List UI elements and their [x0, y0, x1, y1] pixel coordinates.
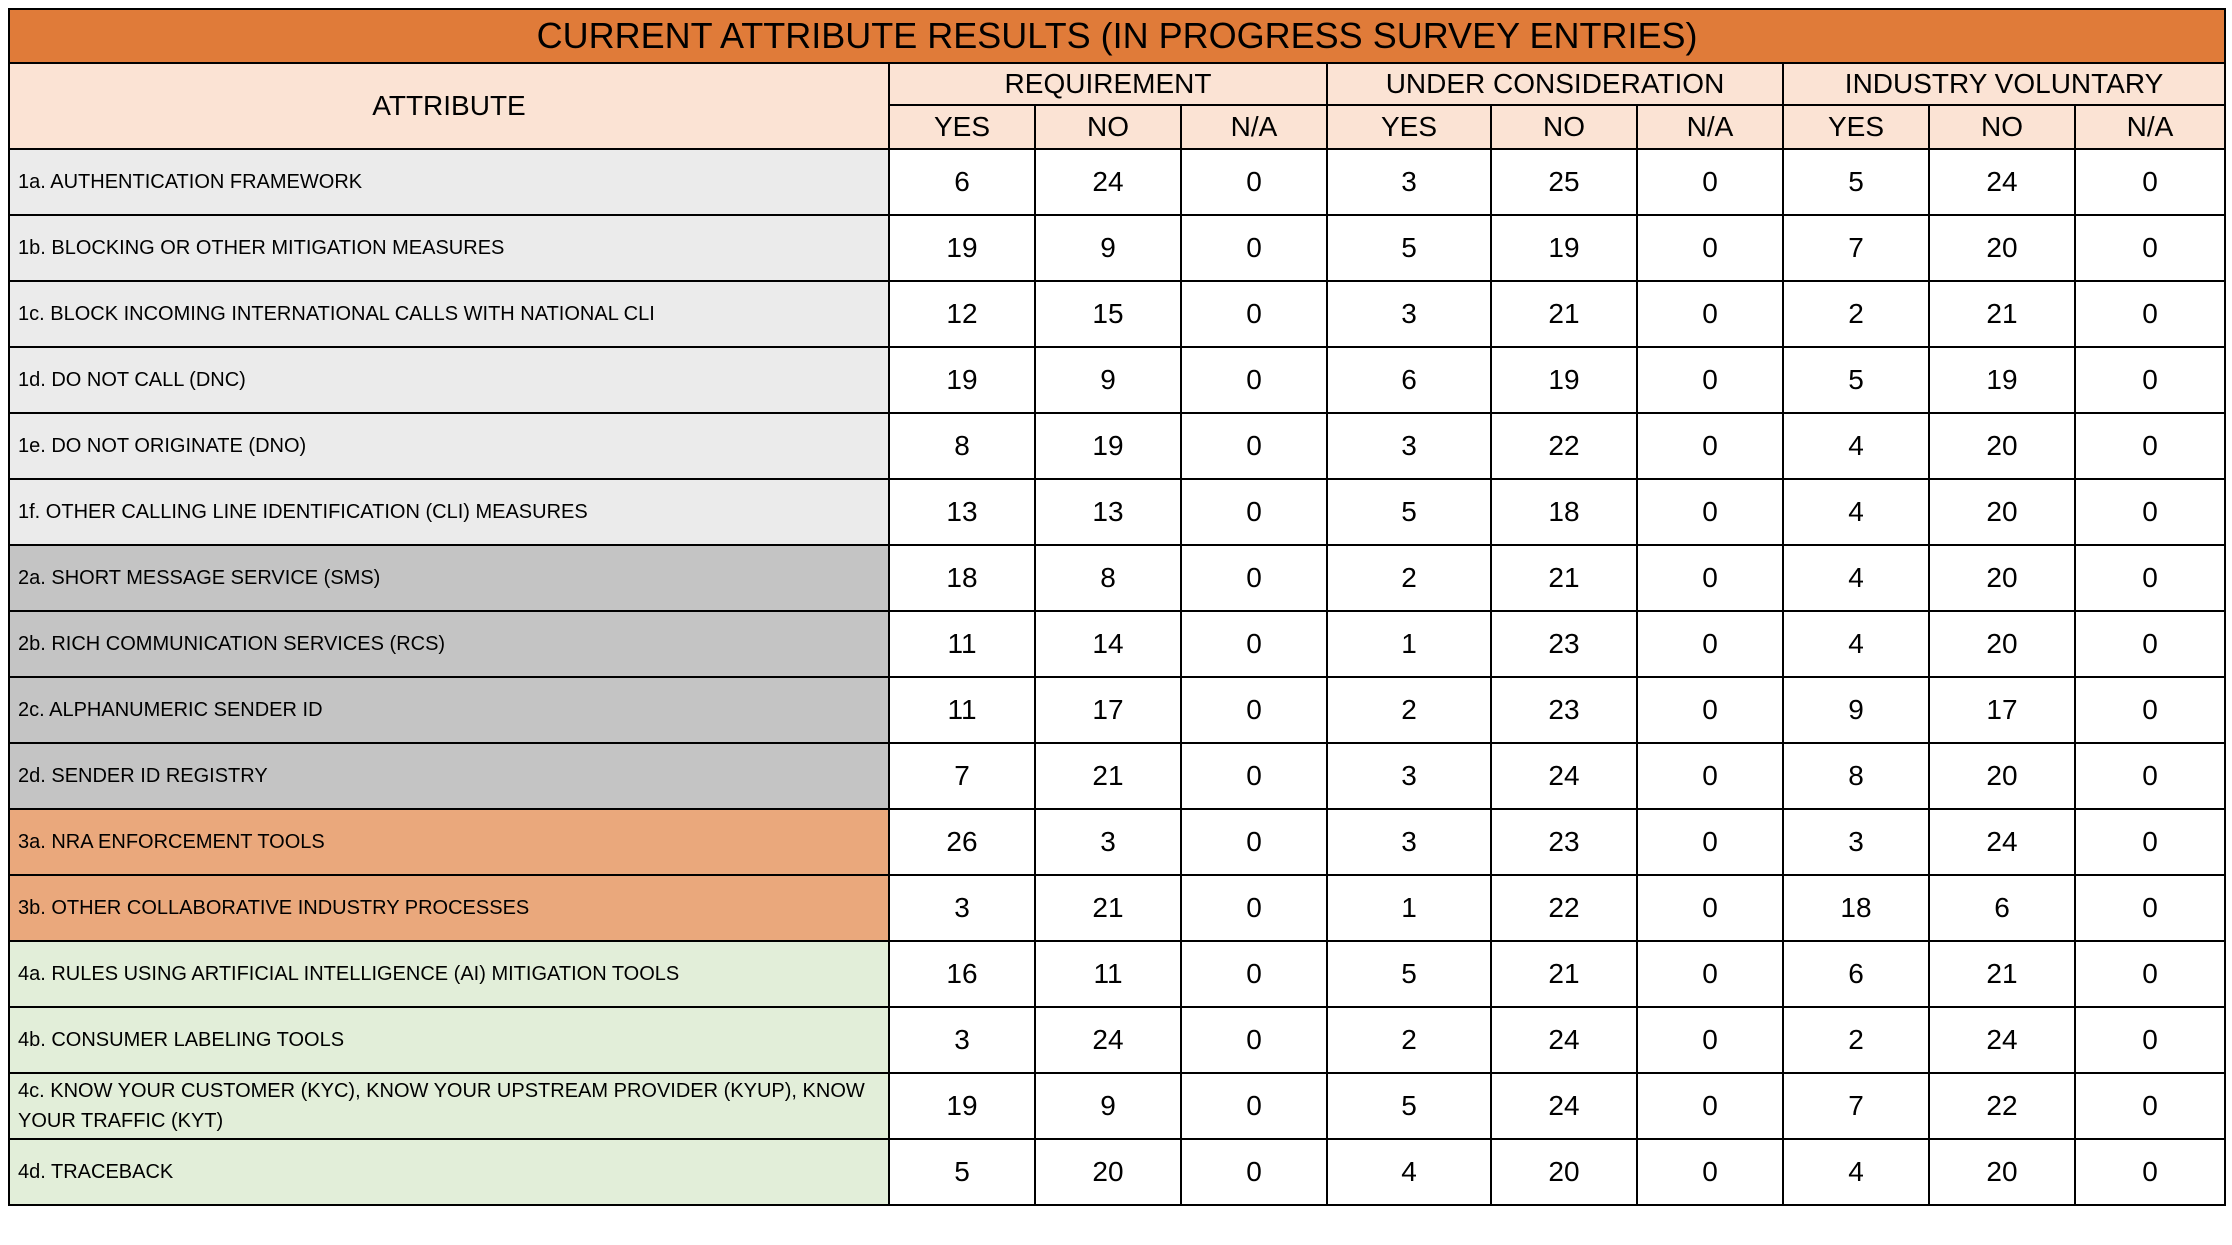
cell-voluntary-na: 0 — [2075, 1073, 2225, 1139]
cell-requirement-no: 20 — [1035, 1139, 1181, 1205]
group-header-requirement: REQUIREMENT — [889, 63, 1327, 105]
table-row — [9, 875, 2225, 941]
cell-consideration-na: 0 — [1637, 611, 1783, 677]
cell-requirement-na: 0 — [1181, 347, 1327, 413]
table-row — [9, 413, 2225, 479]
cell-voluntary-na: 0 — [2075, 215, 2225, 281]
cell-consideration-na: 0 — [1637, 743, 1783, 809]
cell-voluntary-no: 20 — [1929, 215, 2075, 281]
cell-voluntary-na: 0 — [2075, 1139, 2225, 1205]
cell-consideration-yes: 2 — [1327, 545, 1491, 611]
cell-requirement-yes: 26 — [889, 809, 1035, 875]
cell-voluntary-yes: 4 — [1783, 413, 1929, 479]
subheader-requirement-na: N/A — [1181, 105, 1327, 149]
cell-voluntary-no: 21 — [1929, 281, 2075, 347]
cell-requirement-yes: 11 — [889, 611, 1035, 677]
cell-voluntary-na: 0 — [2075, 281, 2225, 347]
cell-requirement-no: 3 — [1035, 809, 1181, 875]
cell-consideration-no: 20 — [1491, 1139, 1637, 1205]
cell-requirement-na: 0 — [1181, 149, 1327, 215]
cell-consideration-no: 23 — [1491, 809, 1637, 875]
cell-consideration-yes: 5 — [1327, 479, 1491, 545]
cell-requirement-na: 0 — [1181, 479, 1327, 545]
cell-voluntary-no: 21 — [1929, 941, 2075, 1007]
cell-voluntary-no: 19 — [1929, 347, 2075, 413]
cell-consideration-na: 0 — [1637, 479, 1783, 545]
cell-requirement-na: 0 — [1181, 611, 1327, 677]
attribute-label: 2c. ALPHANUMERIC SENDER ID — [9, 677, 889, 743]
cell-requirement-no: 8 — [1035, 545, 1181, 611]
cell-requirement-yes: 19 — [889, 347, 1035, 413]
cell-voluntary-yes: 5 — [1783, 149, 1929, 215]
cell-requirement-no: 11 — [1035, 941, 1181, 1007]
cell-consideration-no: 21 — [1491, 941, 1637, 1007]
table-row — [9, 281, 2225, 347]
attribute-label: 2b. RICH COMMUNICATION SERVICES (RCS) — [9, 611, 889, 677]
cell-consideration-no: 24 — [1491, 743, 1637, 809]
cell-voluntary-no: 20 — [1929, 545, 2075, 611]
cell-requirement-na: 0 — [1181, 545, 1327, 611]
group-header-industry-voluntary: INDUSTRY VOLUNTARY — [1783, 63, 2225, 105]
cell-voluntary-yes: 4 — [1783, 1139, 1929, 1205]
cell-consideration-no: 23 — [1491, 611, 1637, 677]
cell-requirement-na: 0 — [1181, 215, 1327, 281]
table-row — [9, 215, 2225, 281]
cell-voluntary-no: 17 — [1929, 677, 2075, 743]
cell-voluntary-na: 0 — [2075, 941, 2225, 1007]
cell-voluntary-yes: 2 — [1783, 281, 1929, 347]
cell-consideration-yes: 3 — [1327, 149, 1491, 215]
cell-consideration-yes: 1 — [1327, 875, 1491, 941]
cell-requirement-na: 0 — [1181, 875, 1327, 941]
cell-consideration-no: 22 — [1491, 875, 1637, 941]
attribute-label: 1a. AUTHENTICATION FRAMEWORK — [9, 149, 889, 215]
cell-voluntary-na: 0 — [2075, 149, 2225, 215]
cell-voluntary-yes: 5 — [1783, 347, 1929, 413]
table-row — [9, 1007, 2225, 1073]
cell-consideration-no: 24 — [1491, 1007, 1637, 1073]
cell-voluntary-yes: 3 — [1783, 809, 1929, 875]
attribute-label: 4b. CONSUMER LABELING TOOLS — [9, 1007, 889, 1073]
attribute-label: 1d. DO NOT CALL (DNC) — [9, 347, 889, 413]
cell-requirement-na: 0 — [1181, 413, 1327, 479]
cell-consideration-na: 0 — [1637, 545, 1783, 611]
cell-requirement-yes: 19 — [889, 215, 1035, 281]
attribute-label: 1f. OTHER CALLING LINE IDENTIFICATION (CLI) MEASURES — [9, 479, 889, 545]
attribute-label: 3b. OTHER COLLABORATIVE INDUSTRY PROCESSES — [9, 875, 889, 941]
table-row — [9, 347, 2225, 413]
table-row — [9, 149, 2225, 215]
subheader-consideration-yes: YES — [1327, 105, 1491, 149]
cell-consideration-yes: 4 — [1327, 1139, 1491, 1205]
cell-requirement-no: 24 — [1035, 149, 1181, 215]
cell-voluntary-yes: 18 — [1783, 875, 1929, 941]
cell-requirement-no: 13 — [1035, 479, 1181, 545]
cell-requirement-yes: 18 — [889, 545, 1035, 611]
cell-consideration-na: 0 — [1637, 347, 1783, 413]
cell-consideration-na: 0 — [1637, 677, 1783, 743]
cell-requirement-yes: 7 — [889, 743, 1035, 809]
cell-consideration-no: 25 — [1491, 149, 1637, 215]
cell-consideration-yes: 2 — [1327, 677, 1491, 743]
table-row — [9, 809, 2225, 875]
subheader-requirement-yes: YES — [889, 105, 1035, 149]
cell-voluntary-no: 20 — [1929, 611, 2075, 677]
subheader-voluntary-yes: YES — [1783, 105, 1929, 149]
cell-requirement-no: 15 — [1035, 281, 1181, 347]
cell-consideration-no: 21 — [1491, 281, 1637, 347]
table-row — [9, 545, 2225, 611]
cell-requirement-no: 9 — [1035, 215, 1181, 281]
cell-consideration-yes: 3 — [1327, 413, 1491, 479]
attribute-label: 4d. TRACEBACK — [9, 1139, 889, 1205]
cell-requirement-no: 17 — [1035, 677, 1181, 743]
group-header-under-consideration: UNDER CONSIDERATION — [1327, 63, 1783, 105]
cell-consideration-no: 19 — [1491, 347, 1637, 413]
attribute-label: 1b. BLOCKING OR OTHER MITIGATION MEASURES — [9, 215, 889, 281]
cell-consideration-no: 21 — [1491, 545, 1637, 611]
table-row — [9, 611, 2225, 677]
cell-voluntary-yes: 4 — [1783, 479, 1929, 545]
subheader-consideration-na: N/A — [1637, 105, 1783, 149]
attribute-label: 4a. RULES USING ARTIFICIAL INTELLIGENCE (AI) MITIGATION TOOLS — [9, 941, 889, 1007]
cell-voluntary-yes: 8 — [1783, 743, 1929, 809]
subheader-voluntary-no: NO — [1929, 105, 2075, 149]
cell-requirement-yes: 8 — [889, 413, 1035, 479]
subheader-consideration-no: NO — [1491, 105, 1637, 149]
cell-consideration-na: 0 — [1637, 1007, 1783, 1073]
cell-requirement-yes: 12 — [889, 281, 1035, 347]
cell-voluntary-yes: 6 — [1783, 941, 1929, 1007]
table-body — [9, 149, 2225, 1205]
attribute-label: 1e. DO NOT ORIGINATE (DNO) — [9, 413, 889, 479]
cell-voluntary-no: 20 — [1929, 479, 2075, 545]
cell-requirement-no: 9 — [1035, 347, 1181, 413]
cell-consideration-yes: 6 — [1327, 347, 1491, 413]
cell-consideration-yes: 2 — [1327, 1007, 1491, 1073]
cell-consideration-yes: 5 — [1327, 1073, 1491, 1139]
subheader-requirement-no: NO — [1035, 105, 1181, 149]
cell-voluntary-na: 0 — [2075, 875, 2225, 941]
cell-requirement-na: 0 — [1181, 743, 1327, 809]
cell-consideration-yes: 3 — [1327, 809, 1491, 875]
cell-requirement-na: 0 — [1181, 1139, 1327, 1205]
cell-voluntary-yes: 7 — [1783, 215, 1929, 281]
attribute-label: 4c. KNOW YOUR CUSTOMER (KYC), KNOW YOUR UPSTREAM PROVIDER (KYUP), KNOW YOUR TRAFFIC (KYT) — [9, 1073, 889, 1139]
cell-voluntary-no: 24 — [1929, 149, 2075, 215]
cell-consideration-no: 22 — [1491, 413, 1637, 479]
table-row — [9, 1139, 2225, 1205]
cell-consideration-na: 0 — [1637, 875, 1783, 941]
cell-consideration-na: 0 — [1637, 281, 1783, 347]
cell-voluntary-na: 0 — [2075, 479, 2225, 545]
attribute-label: 2a. SHORT MESSAGE SERVICE (SMS) — [9, 545, 889, 611]
cell-requirement-na: 0 — [1181, 1073, 1327, 1139]
table-row — [9, 479, 2225, 545]
attribute-label: 2d. SENDER ID REGISTRY — [9, 743, 889, 809]
table-row — [9, 743, 2225, 809]
cell-voluntary-yes: 2 — [1783, 1007, 1929, 1073]
cell-consideration-na: 0 — [1637, 413, 1783, 479]
cell-voluntary-na: 0 — [2075, 413, 2225, 479]
cell-requirement-no: 21 — [1035, 743, 1181, 809]
cell-consideration-na: 0 — [1637, 1073, 1783, 1139]
cell-consideration-yes: 3 — [1327, 281, 1491, 347]
attribute-label: 3a. NRA ENFORCEMENT TOOLS — [9, 809, 889, 875]
cell-voluntary-no: 20 — [1929, 1139, 2075, 1205]
cell-requirement-na: 0 — [1181, 941, 1327, 1007]
cell-requirement-na: 0 — [1181, 281, 1327, 347]
cell-voluntary-no: 22 — [1929, 1073, 2075, 1139]
cell-requirement-yes: 3 — [889, 875, 1035, 941]
cell-voluntary-no: 20 — [1929, 743, 2075, 809]
cell-consideration-yes: 5 — [1327, 941, 1491, 1007]
subheader-voluntary-na: N/A — [2075, 105, 2225, 149]
attribute-column-header: ATTRIBUTE — [9, 63, 889, 149]
cell-voluntary-na: 0 — [2075, 743, 2225, 809]
cell-requirement-no: 24 — [1035, 1007, 1181, 1073]
cell-requirement-no: 21 — [1035, 875, 1181, 941]
cell-requirement-na: 0 — [1181, 677, 1327, 743]
attribute-results-table — [8, 8, 2226, 1206]
cell-consideration-na: 0 — [1637, 1139, 1783, 1205]
cell-voluntary-na: 0 — [2075, 611, 2225, 677]
cell-voluntary-no: 24 — [1929, 809, 2075, 875]
cell-consideration-na: 0 — [1637, 809, 1783, 875]
cell-consideration-no: 23 — [1491, 677, 1637, 743]
cell-voluntary-na: 0 — [2075, 809, 2225, 875]
cell-requirement-yes: 5 — [889, 1139, 1035, 1205]
cell-voluntary-yes: 4 — [1783, 545, 1929, 611]
cell-consideration-na: 0 — [1637, 941, 1783, 1007]
cell-requirement-yes: 19 — [889, 1073, 1035, 1139]
cell-requirement-yes: 13 — [889, 479, 1035, 545]
cell-consideration-no: 18 — [1491, 479, 1637, 545]
cell-requirement-no: 14 — [1035, 611, 1181, 677]
cell-requirement-yes: 3 — [889, 1007, 1035, 1073]
cell-voluntary-na: 0 — [2075, 1007, 2225, 1073]
table-row — [9, 1073, 2225, 1139]
cell-requirement-yes: 16 — [889, 941, 1035, 1007]
table-row — [9, 677, 2225, 743]
cell-voluntary-na: 0 — [2075, 347, 2225, 413]
cell-voluntary-yes: 9 — [1783, 677, 1929, 743]
cell-voluntary-yes: 7 — [1783, 1073, 1929, 1139]
cell-voluntary-na: 0 — [2075, 677, 2225, 743]
cell-consideration-yes: 3 — [1327, 743, 1491, 809]
table-row — [9, 941, 2225, 1007]
table-title: CURRENT ATTRIBUTE RESULTS (IN PROGRESS SURVEY ENTRIES) — [9, 9, 2225, 63]
cell-consideration-yes: 5 — [1327, 215, 1491, 281]
cell-requirement-na: 0 — [1181, 1007, 1327, 1073]
cell-requirement-na: 0 — [1181, 809, 1327, 875]
cell-consideration-yes: 1 — [1327, 611, 1491, 677]
cell-voluntary-no: 20 — [1929, 413, 2075, 479]
cell-voluntary-no: 6 — [1929, 875, 2075, 941]
cell-consideration-na: 0 — [1637, 149, 1783, 215]
cell-consideration-no: 19 — [1491, 215, 1637, 281]
cell-requirement-yes: 11 — [889, 677, 1035, 743]
attribute-label: 1c. BLOCK INCOMING INTERNATIONAL CALLS WITH NATIONAL CLI — [9, 281, 889, 347]
cell-voluntary-no: 24 — [1929, 1007, 2075, 1073]
cell-requirement-yes: 6 — [889, 149, 1035, 215]
cell-requirement-no: 19 — [1035, 413, 1181, 479]
cell-voluntary-yes: 4 — [1783, 611, 1929, 677]
cell-requirement-no: 9 — [1035, 1073, 1181, 1139]
cell-consideration-no: 24 — [1491, 1073, 1637, 1139]
cell-voluntary-na: 0 — [2075, 545, 2225, 611]
cell-consideration-na: 0 — [1637, 215, 1783, 281]
